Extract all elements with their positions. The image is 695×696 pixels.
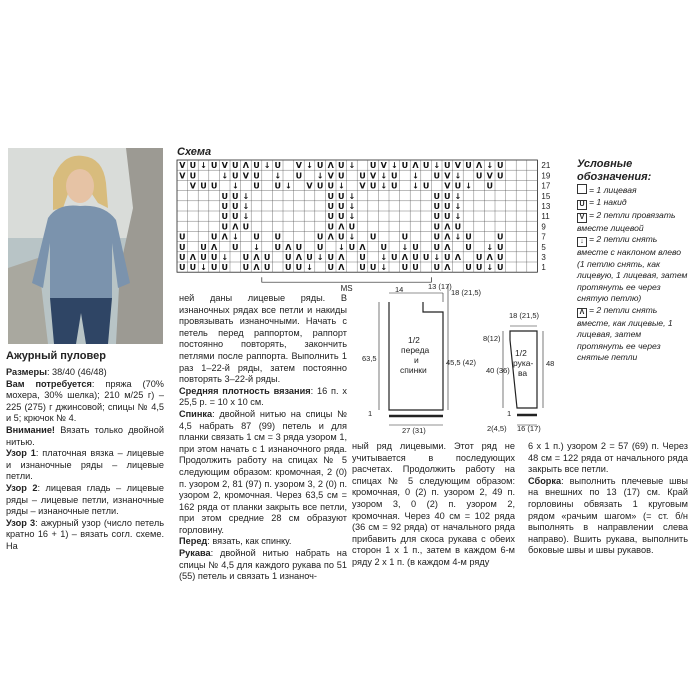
- chart-row-number: 5: [541, 242, 546, 252]
- chart-stitch-symbol: ↓: [380, 181, 388, 191]
- chart-stitch-symbol: U: [497, 263, 504, 273]
- middle-column-paragraph-text: : двойной нитью на спицы № 4,5 набрать 87 (99) петель и для планки связать 1 см = 3 ряда узором 1, при этом начать с 1 изнаночного ряда. Продолжить работу на спицах № 5 следующим образом: кромочная, 2 (0) п. узором 2, 81 (97) п. узором 3, 2 (0) п. узором 2, кромочная. Через 63,5 см = 162 ряда от планки закрыть все петли, при этом средние 28 см образуют горловину.: [179, 408, 347, 535]
- left-column-paragraph: [6, 448, 164, 483]
- sleeve-label-3: ва: [518, 368, 528, 378]
- fourth-column-paragraph: [528, 476, 688, 557]
- body-label-2: переда: [401, 345, 430, 355]
- legend-item: [577, 197, 689, 210]
- rapport-bracket: [262, 277, 432, 282]
- dim-bottom-band: 1: [368, 409, 373, 418]
- chart-stitch-symbol: U: [232, 242, 239, 252]
- chart-stitch-symbol: U: [444, 202, 451, 211]
- chart-stitch-symbol: U: [497, 161, 504, 171]
- chart-stitch-symbol: U: [242, 222, 250, 232]
- legend-item-text: = 2 петли снять вместе, как лицевые, 1 лицевая, затем протянуть ее через снятые петли: [577, 304, 673, 362]
- chart-stitch-symbol: Λ: [338, 263, 345, 273]
- chart-stitch-symbol: U: [412, 253, 419, 262]
- chart-stitch-symbol: ↓: [200, 161, 207, 171]
- left-column-paragraph: [6, 379, 164, 425]
- chart-stitch-symbol: Λ: [444, 232, 451, 242]
- chart-stitch-symbol: ↓: [454, 191, 462, 201]
- chart-stitch-symbol: U: [285, 263, 292, 273]
- legend-symbol-icon: U: [577, 200, 587, 210]
- chart-stitch-symbol: Λ: [253, 253, 260, 262]
- chart-stitch-symbol: ↓: [433, 253, 441, 262]
- dim-height: 63,5: [362, 354, 377, 363]
- body-label-1: 1/2: [408, 335, 420, 345]
- chart-stitch-symbol: U: [306, 253, 313, 262]
- chart-stitch-symbol: V: [221, 161, 228, 171]
- chart-stitch-symbol: U: [338, 232, 345, 242]
- fourth-column-paragraph-text: 6 х 1 п.) узором 2 = 57 (69) п. Через 48 см = 122 ряда от начального ряда закрыть все петли.: [528, 441, 688, 475]
- chart-stitch-symbol: ↓: [433, 161, 441, 171]
- dim-side: 45,5 (42): [446, 358, 477, 367]
- chart-stitch-symbol: U: [391, 181, 398, 191]
- chart-stitch-symbol: U: [274, 242, 281, 252]
- chart-stitch-symbol: U: [475, 171, 483, 181]
- chart-stitch-symbol: U: [263, 263, 271, 273]
- chart-stitch-symbol: U: [179, 263, 186, 273]
- left-column-paragraph: [6, 483, 164, 518]
- chart-stitch-symbol: U: [189, 263, 197, 273]
- sleeve-dim-height-right: 48: [546, 359, 555, 368]
- chart-stitch-symbol: ↓: [465, 181, 472, 191]
- chart-stitch-symbol: ↓: [316, 171, 324, 181]
- sleeve-pattern-diagram: [477, 303, 567, 438]
- body-pattern-diagram: [352, 282, 482, 435]
- middle-column-paragraph-text: : 16 п. х 25,5 р. = 10 х 10 см.: [179, 385, 347, 408]
- chart-row-number: 1: [541, 263, 546, 273]
- chart-stitch-symbol: V: [306, 181, 313, 191]
- sleeve-dim-height-left: 40 (36): [486, 366, 510, 375]
- legend-symbol-icon: ↓: [577, 237, 587, 247]
- schema-title: Схема: [177, 146, 212, 158]
- chart-stitch-symbol: U: [475, 263, 483, 273]
- chart-stitch-symbol: ↓: [348, 232, 356, 242]
- chart-stitch-symbol: U: [327, 191, 334, 201]
- middle-column-paragraph-text: ней даны лицевые ряды. В изнаночных рядах все петли и накиды провязывать изнаночными. Начать с петель перед раппортом, раппорт постоянно повторять, закончить петлями после раппорта. Выполнить 1 раз 1–22-й ряды, затем постоянно повторять 3–22-й ряды.: [179, 293, 347, 385]
- chart-stitch-symbol: U: [232, 202, 239, 211]
- legend-item-text: = 2 петли снять вместе с наклоном влево (1 петлю снять, как лицевую, 1 лицевая, затем протянуть ее через снятую петлю): [577, 234, 688, 303]
- chart-stitch-symbol: Λ: [189, 253, 197, 262]
- left-column-paragraph: [6, 425, 164, 448]
- chart-stitch-symbol: Λ: [327, 232, 334, 242]
- chart-stitch-symbol: V: [369, 171, 377, 181]
- legend-list: [577, 184, 689, 364]
- chart-stitch-symbol: Λ: [486, 253, 493, 262]
- chart-row-number: 7: [541, 232, 546, 242]
- chart-stitch-symbol: Λ: [232, 222, 239, 232]
- chart-stitch-symbol: ↓: [263, 161, 271, 171]
- chart-row-number: 3: [541, 253, 546, 262]
- chart-stitch-symbol: U: [348, 242, 356, 252]
- chart-stitch-symbol: U: [465, 242, 472, 252]
- fourth-column-paragraph-label: Сборка: [528, 475, 562, 486]
- chart-stitch-symbol: Λ: [327, 161, 334, 171]
- chart-stitch-symbol: U: [422, 161, 430, 171]
- chart-stitch-symbol: ↓: [306, 263, 313, 273]
- left-column-paragraph-text: : ажурный узор (число петель кратно 16 + 1) – вязать согл. схеме. На: [6, 517, 165, 551]
- chart-stitch-symbol: U: [369, 181, 377, 191]
- dim-shoulder: 14: [395, 285, 404, 294]
- chart-stitch-symbol: U: [253, 181, 260, 191]
- chart-stitch-symbol: Λ: [444, 263, 451, 273]
- chart-row-number: 21: [541, 161, 551, 171]
- chart-stitch-symbol: ↓: [231, 232, 239, 242]
- chart-stitch-symbol: U: [179, 253, 186, 262]
- chart-stitch-symbol: U: [242, 263, 250, 273]
- legend-symbol-icon: Λ: [577, 308, 587, 318]
- fourth-column-paragraph-text: : выполнить плечевые швы на внешних по 13 (17) см. Край горловины обвязать 1 круговым рядом «рачьим шагом» (= ст. б/н выполнять в направлении слева направо). Вшить рукава, выполнить боковые швы и швы рукавов.: [528, 475, 688, 556]
- chart-stitch-symbol: U: [401, 232, 409, 242]
- chart-stitch-symbol: ↓: [337, 242, 345, 252]
- chart-stitch-symbol: U: [454, 181, 462, 191]
- left-column-paragraph-label: Вам потребуется: [6, 378, 92, 389]
- chart-stitch-symbol: U: [433, 222, 440, 232]
- chart-stitch-symbol: U: [221, 191, 228, 201]
- legend-symbol-icon: V: [577, 213, 587, 223]
- chart-stitch-symbol: Λ: [338, 253, 345, 262]
- chart-stitch-symbol: U: [369, 161, 377, 171]
- sleeve-dim-top: 18 (21,5): [509, 311, 540, 320]
- chart-stitch-symbol: Λ: [210, 242, 218, 252]
- chart-stitch-symbol: U: [433, 171, 440, 181]
- chart-stitch-symbol: U: [465, 161, 472, 171]
- sleeve-dim-band: 1: [507, 409, 512, 418]
- legend-item-text: = 1 лицевая: [589, 185, 637, 195]
- chart-stitch-symbol: U: [444, 212, 451, 222]
- chart-stitch-symbol: U: [422, 181, 430, 191]
- dim-bottom: 27 (31): [402, 426, 426, 435]
- chart-stitch-symbol: ↓: [454, 202, 462, 211]
- chart-stitch-symbol: ↓: [380, 263, 388, 273]
- chart-stitch-symbol: ↓: [242, 202, 250, 211]
- middle-column-text: [179, 293, 347, 583]
- chart-stitch-symbol: U: [316, 181, 324, 191]
- chart-stitch-symbol: ↓: [486, 242, 494, 252]
- chart-stitch-symbol: U: [200, 253, 207, 262]
- chart-stitch-symbol: U: [189, 171, 197, 181]
- chart-stitch-symbol: U: [454, 222, 462, 232]
- chart-stitch-symbol: U: [412, 263, 419, 273]
- chart-stitch-symbol: ↓: [348, 161, 356, 171]
- legend-item: [577, 234, 689, 305]
- chart-stitch-symbol: U: [327, 202, 334, 211]
- chart-stitch-symbol: V: [359, 181, 366, 191]
- chart-stitch-symbol: U: [433, 232, 440, 242]
- chart-row-number: 15: [541, 191, 551, 201]
- article-title: Ажурный пуловер: [6, 350, 106, 362]
- chart-stitch-symbol: U: [327, 181, 334, 191]
- chart-stitch-symbol: ↓: [380, 171, 388, 181]
- chart-stitch-symbol: ↓: [200, 263, 207, 273]
- chart-stitch-symbol: U: [401, 161, 409, 171]
- chart-row-number: 17: [541, 181, 551, 191]
- legend-title: Условные обозначения:: [577, 158, 652, 183]
- chart-stitch-symbol: U: [338, 161, 345, 171]
- chart-stitch-symbol: U: [221, 263, 228, 273]
- chart-stitch-symbol: U: [232, 161, 239, 171]
- chart-stitch-symbol: Λ: [253, 263, 260, 273]
- chart-stitch-symbol: U: [369, 232, 377, 242]
- chart-stitch-symbol: V: [295, 161, 303, 171]
- chart-stitch-symbol: Λ: [285, 242, 292, 252]
- chart-stitch-symbol: U: [380, 242, 387, 252]
- chart-stitch-symbol: U: [412, 242, 419, 252]
- chart-stitch-symbol: U: [359, 263, 366, 273]
- chart-stitch-symbol: U: [210, 232, 218, 242]
- chart-stitch-symbol: U: [242, 253, 250, 262]
- chart-stitch-symbol: U: [433, 212, 440, 222]
- middle-column-paragraph-label: Средняя плотность вязания: [179, 385, 311, 396]
- middle-column-paragraph-label: Спинка: [179, 408, 213, 419]
- chart-stitch-symbol: U: [200, 181, 207, 191]
- chart-stitch-symbol: ↓: [274, 171, 282, 181]
- left-column-paragraph-label: Размеры: [6, 367, 47, 377]
- chart-stitch-symbol: U: [232, 191, 239, 201]
- chart-stitch-symbol: U: [189, 161, 197, 171]
- chart-stitch-symbol: ↓: [242, 191, 250, 201]
- middle-column-paragraph-label: Рукава: [179, 548, 211, 559]
- chart-stitch-symbol: Λ: [412, 161, 419, 171]
- chart-stitch-symbol: ↓: [412, 181, 419, 191]
- chart-row-number: 11: [541, 212, 550, 222]
- chart-stitch-symbol: V: [189, 181, 197, 191]
- chart-stitch-symbol: ↓: [348, 191, 356, 201]
- chart-stitch-symbol: U: [465, 232, 472, 242]
- chart-stitch-symbol: V: [179, 161, 186, 171]
- fourth-column-text: [528, 441, 688, 557]
- sleeve-dim-bottom: 16 (17): [517, 424, 541, 433]
- chart-stitch-symbol: U: [263, 253, 271, 262]
- chart-stitch-symbol: V: [444, 171, 451, 181]
- chart-stitch-symbol: U: [401, 263, 409, 273]
- chart-stitch-symbol: U: [285, 253, 292, 262]
- model-illustration: [8, 148, 163, 344]
- chart-stitch-symbol: U: [391, 171, 398, 181]
- chart-stitch-symbol: U: [295, 242, 303, 252]
- chart-stitch-symbol: U: [433, 263, 440, 273]
- sleeve-label-1: 1/2: [515, 348, 527, 358]
- chart-stitch-symbol: U: [274, 161, 281, 171]
- chart-stitch-symbol: Λ: [242, 161, 250, 171]
- left-column-paragraph-text: : лицевая гладь – лицевые ряды – лицевые петли, изнаночные ряды – изнаночные петли.: [6, 482, 165, 517]
- left-column-paragraph-text: Вязать только двойной нитью.: [6, 424, 164, 447]
- chart-stitch-symbol: ↓: [284, 181, 292, 191]
- chart-stitch-symbol: ↓: [348, 212, 356, 222]
- chart-stitch-symbol: U: [497, 232, 504, 242]
- legend-symbol-icon: [577, 184, 587, 194]
- left-column-paragraph-label: Узор 2: [6, 482, 38, 493]
- chart-stitch-symbol: ↓: [390, 161, 398, 171]
- chart-stitch-symbol: Λ: [295, 253, 303, 262]
- chart-stitch-symbol: ↓: [454, 171, 462, 181]
- sleeve-label-2: рука-: [513, 358, 534, 368]
- body-label-4: спинки: [400, 365, 427, 375]
- chart-row-number: 19: [541, 171, 551, 181]
- chart-stitch-symbol: U: [433, 191, 440, 201]
- left-column-paragraph-text: : 38/40 (46/48): [46, 367, 107, 377]
- chart-stitch-symbol: U: [338, 171, 345, 181]
- chart-stitch-symbol: U: [327, 222, 334, 232]
- chart-stitch-symbol: Λ: [338, 222, 345, 232]
- chart-stitch-symbol: U: [444, 253, 451, 262]
- model-photo: [8, 148, 163, 344]
- chart-stitch-symbol: U: [274, 232, 281, 242]
- third-column-text: ный ряд лицевыми. Этот ряд не учитывается в последующих расчетах. Продолжить работу на спицах № 5 следующим образом: кромочная, 0 (2) п. узором 2, 49 п. узором 3, 0 (2) п. узором 2, кромочная. Через 40 см = 102 ряда (36 см = 92 ряда) от начального ряда прибавить для скоса рукава с обеих сторон 1 х 1 п., затем в каждом 6-м ряду 2 х 1 п. (в каждом 4-м ряду: [352, 441, 515, 567]
- chart-stitch-symbol: U: [210, 253, 218, 262]
- chart-stitch-symbol: ↓: [253, 242, 260, 252]
- chart-stitch-symbol: ↓: [316, 253, 324, 262]
- middle-column-paragraph: [179, 536, 347, 548]
- chart-stitch-symbol: ↓: [486, 161, 494, 171]
- chart-stitch-symbol: U: [338, 212, 345, 222]
- chart-stitch-symbol: U: [232, 171, 239, 181]
- chart-stitch-symbol: U: [295, 263, 303, 273]
- middle-column-paragraph: [179, 293, 347, 386]
- left-column-text: [6, 367, 164, 553]
- chart-stitch-symbol: ↓: [242, 212, 250, 222]
- chart-stitch-symbol: ↓: [454, 212, 462, 222]
- chart-stitch-symbol: U: [316, 242, 324, 252]
- chart-stitch-symbol: V: [486, 171, 493, 181]
- chart-stitch-symbol: U: [179, 232, 186, 242]
- left-column-paragraph-label: Внимание!: [6, 424, 55, 435]
- left-column-paragraph: [6, 367, 164, 379]
- dim-top-right: 18 (21,5): [451, 288, 482, 297]
- chart-stitch-symbol: U: [497, 171, 504, 181]
- chart-stitch-symbol: V: [454, 161, 462, 171]
- rapport-label: MS: [340, 284, 353, 294]
- chart-stitch-symbol: ↓: [401, 242, 409, 252]
- chart-stitch-symbol: U: [253, 171, 260, 181]
- chart-stitch-symbol: ↓: [337, 181, 345, 191]
- chart-stitch-symbol: U: [465, 263, 472, 273]
- chart-stitch-symbol: Λ: [444, 242, 451, 252]
- legend-item-text: = 2 петли провязать вместе лицевой: [577, 209, 676, 233]
- chart-stitch-symbol: Λ: [454, 253, 462, 262]
- chart-stitch-symbol: U: [444, 191, 451, 201]
- middle-column-paragraph-label: Перед: [179, 536, 208, 547]
- dim-neck: 13 (17): [428, 282, 452, 291]
- chart-row-number: 9: [541, 222, 546, 232]
- chart-stitch-symbol: U: [221, 202, 228, 211]
- chart-stitch-symbol: U: [316, 161, 324, 171]
- legend-item: [577, 305, 689, 364]
- chart-stitch-symbol: U: [433, 242, 440, 252]
- chart-stitch-symbol: U: [338, 202, 345, 211]
- chart-stitch-symbol: U: [422, 253, 430, 262]
- chart-stitch-symbol: U: [316, 232, 324, 242]
- fourth-column-paragraph: [528, 441, 688, 476]
- chart-stitch-symbol: ↓: [380, 253, 388, 262]
- chart-stitch-symbol: U: [486, 181, 493, 191]
- chart-stitch-symbol: U: [210, 263, 218, 273]
- chart-stitch-symbol: U: [295, 171, 303, 181]
- chart-stitch-symbol: U: [444, 161, 451, 171]
- chart-stitch-symbol: V: [179, 171, 186, 181]
- chart-stitch-symbol: U: [497, 253, 504, 262]
- chart-stitch-symbol: ↓: [221, 253, 229, 262]
- chart-stitch-symbol: U: [359, 171, 366, 181]
- chart-stitch-symbol: U: [253, 232, 260, 242]
- chart-stitch-symbol: U: [327, 263, 334, 273]
- left-column-paragraph-text: : пряжа (70% мохера, 30% шелка); 210 м/25 г) – 225 (275) г джинсовой; спицы № 4,5 и 5; крючок № 4.: [6, 378, 164, 424]
- chart-stitch-symbol: ↓: [221, 171, 229, 181]
- chart-stitch-symbol: U: [232, 212, 239, 222]
- chart-stitch-symbol: Λ: [444, 222, 451, 232]
- chart-stitch-symbol: U: [391, 253, 398, 262]
- chart-stitch-symbol: ↓: [486, 263, 494, 273]
- chart-row-number: 13: [541, 202, 551, 211]
- chart-stitch-symbol: V: [380, 161, 387, 171]
- chart-stitch-symbol: U: [369, 263, 377, 273]
- sleeve-dim-bottom-left: 2(4,5): [487, 424, 507, 433]
- chart-stitch-symbol: U: [348, 222, 356, 232]
- chart-stitch-symbol: U: [179, 242, 186, 252]
- chart-stitch-symbol: U: [274, 181, 281, 191]
- chart-stitch-symbol: V: [444, 181, 451, 191]
- chart-stitch-symbol: Λ: [221, 232, 228, 242]
- chart-stitch-symbol: V: [327, 171, 334, 181]
- middle-column-paragraph: [179, 409, 347, 537]
- chart-stitch-symbol: U: [327, 212, 334, 222]
- chart-stitch-symbol: U: [327, 253, 334, 262]
- legend-item-text: = 1 накид: [589, 196, 627, 207]
- chart-stitch-symbol: ↓: [454, 232, 462, 242]
- middle-column-paragraph: [179, 386, 347, 409]
- chart-stitch-symbol: ↓: [412, 171, 419, 181]
- middle-column-paragraph-text: : двойной нитью набрать на спицы № 4,5 для каждого рукава по 51 (55) петель и связать 1 изнаноч-: [179, 548, 347, 582]
- left-column-paragraph-text: : платочная вязка – лицевые и изнаночные ряды – лицевые петли.: [6, 448, 164, 482]
- chart-stitch-symbol: U: [359, 253, 366, 262]
- chart-stitch-symbol: U: [200, 242, 207, 252]
- chart-stitch-symbol: Λ: [475, 161, 483, 171]
- chart-stitch-symbol: U: [253, 161, 260, 171]
- body-label-3: и: [414, 355, 419, 365]
- middle-column-paragraph: [179, 548, 347, 583]
- chart-stitch-symbol: ↓: [231, 181, 239, 191]
- chart-stitch-symbol: U: [433, 202, 440, 211]
- chart-stitch-symbol: U: [210, 181, 218, 191]
- left-column-paragraph: [6, 518, 164, 553]
- chart-stitch-symbol: U: [210, 161, 218, 171]
- legend-item: [577, 210, 689, 235]
- chart-stitch-symbol: Λ: [359, 242, 366, 252]
- middle-column-paragraph-text: : вязать, как спинку.: [207, 536, 292, 547]
- left-column-paragraph-label: Узор 3: [6, 517, 36, 528]
- chart-stitch-symbol: U: [221, 222, 228, 232]
- chart-stitch-symbol: U: [475, 253, 483, 262]
- legend-item: [577, 184, 689, 197]
- sleeve-dim-cap: 8(12): [483, 334, 501, 343]
- chart-stitch-symbol: ↓: [348, 202, 356, 211]
- left-column-paragraph-label: Узор 1: [6, 448, 36, 459]
- chart-stitch-symbol: U: [338, 191, 345, 201]
- chart-stitch-symbol: ↓: [306, 161, 313, 171]
- chart-stitch-symbol: V: [242, 171, 250, 181]
- chart-stitch-symbol: Λ: [401, 253, 409, 262]
- chart-stitch-symbol: U: [221, 212, 228, 222]
- chart-stitch-symbol: U: [497, 242, 504, 252]
